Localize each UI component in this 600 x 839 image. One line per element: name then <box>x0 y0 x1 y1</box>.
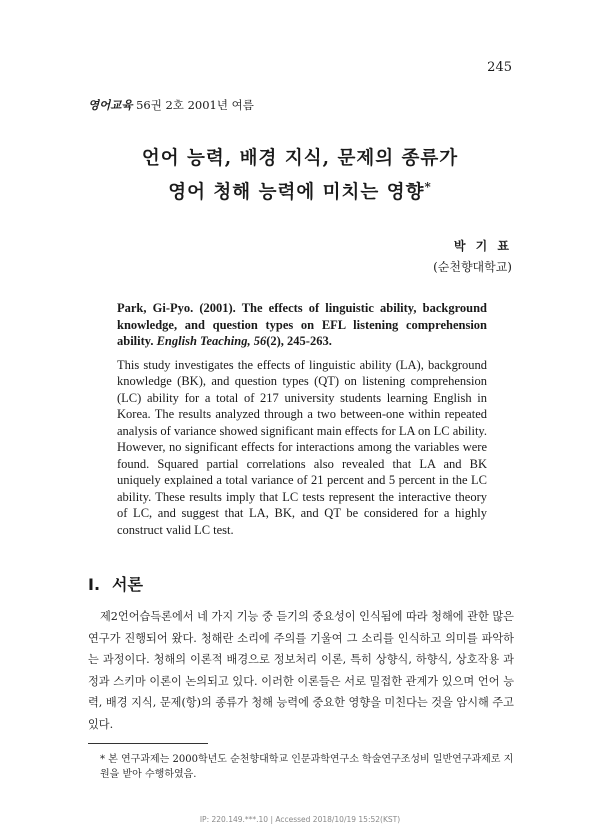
author-name: 박 기 표 <box>453 239 512 253</box>
abstract <box>117 300 487 538</box>
citation <box>117 300 487 350</box>
journal-name: 영어교육 <box>88 98 133 112</box>
access-footer: IP: 220.149.***.10 | Accessed 2018/10/19 15:52(KST) <box>199 815 401 824</box>
section-number: I. <box>88 575 101 594</box>
title-line-1: 언어 능력, 배경 지식, 문제의 종류가 <box>141 148 459 169</box>
citation-text: Park, Gi-Pyo. (2001). The effects of linguistic ability, background knowledge, and question types on EFL listening comprehension ability. <box>117 301 487 348</box>
page-number: 245 <box>487 60 512 75</box>
author-affiliation: (순천향대학교) <box>433 260 512 274</box>
title-footnote-mark[interactable]: * <box>424 180 432 194</box>
title-line-2: 영어 청해 능력에 미치는 영향 <box>168 182 425 204</box>
paper-title <box>0 145 600 207</box>
footnote: * 본 연구과제는 2000학년도 순천향대학교 인문과학연구소 학술연구조성비 일반연구과제로 지원을 받아 수행하였음. <box>100 754 514 780</box>
abstract-body: This study investigates the effects of linguistic ability (LA), background knowledge (BK), and question types (QT) on listening comprehension (LC) ability for a total of 217 university students learning English in Korea. The results analyzed through a two between-one within repeated analysis of variance showed significant main effects for LA on LC ability. However, no significant effects for interactions among the variables were found. Squared partial correlations also revealed that LA and BK uniquely explained a total variance of 21 percent and 5 percent in the LC ability. These results imply that LC tests represent the interactive theory of LC, and suggest that LA, BK, and QT be considered for a highly construct valid LC test. <box>117 357 487 537</box>
section-title: 서론 <box>112 575 143 594</box>
citation-journal: English Teaching, 56 <box>156 334 267 348</box>
citation-pages: (2), 245-263. <box>266 334 332 348</box>
journal-issue: 56권 2호 2001년 여름 <box>136 98 254 112</box>
footnote-divider <box>88 743 208 744</box>
section-heading <box>88 572 143 595</box>
body-paragraph: 제2언어습득론에서 네 가지 기능 중 듣기의 중요성이 인식됨에 따라 청해에 관한 많은 연구가 진행되어 왔다. 청해란 소리에 주의를 기울여 그 소리를 인식하고 의미를 파악하는 과정이다. 청해의 이론적 배경으로 정보처리 이론, 특히 상향식, 하향식, 상호작용 과정과 스키마 이론이 논의되고 있다. 이러한 이론들은 서로 밀접한 관계가 있으며 언어 능력, 배경 지식, 문제(항)의 종류가 청해 능력에 중요한 영향을 미친다는 것을 암시해 주고 있다. <box>88 610 514 731</box>
journal-header <box>88 97 254 113</box>
